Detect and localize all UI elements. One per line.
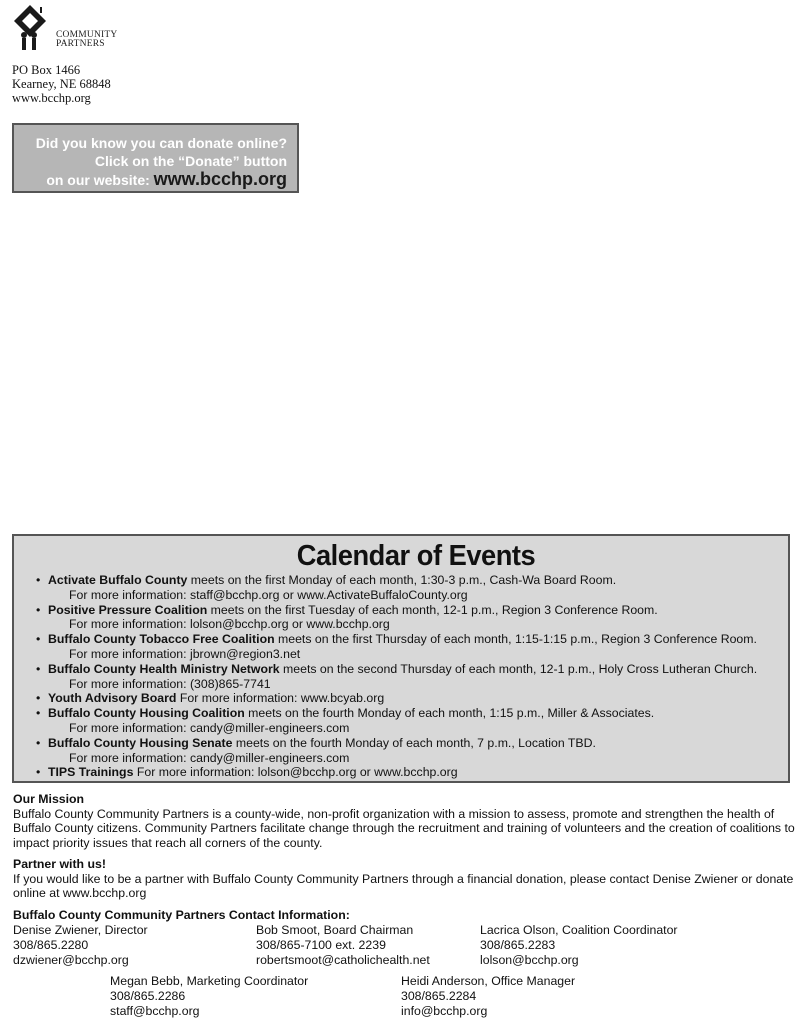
event-name: TIPS Trainings — [48, 765, 134, 780]
contact-heading — [13, 908, 350, 923]
contact-name: Heidi Anderson, Office Manager — [401, 974, 576, 988]
bullet-icon: • — [36, 765, 41, 780]
event-detail: meets on the first Thursday of each month, 1:15-1:15 p.m., Region 3 Conference Room. — [274, 632, 757, 647]
contact-email[interactable]: info@bcchp.org — [401, 1004, 488, 1018]
event-detail: meets on the second Thursday of each month, 12-1 p.m., Holy Cross Lutheran Church. — [279, 661, 758, 676]
event-name: Positive Pressure Coalition — [48, 602, 208, 617]
mission-heading: Our Mission — [13, 792, 85, 806]
event-detail: meets on the first Tuesday of each month, 12-1 p.m., Region 3 Conference Room. — [207, 602, 658, 617]
event-item — [36, 632, 788, 662]
mission-line-3: impact priority issues that reach all corners of the county. — [13, 835, 323, 850]
donate-website-prefix: on our website: — [46, 172, 150, 188]
event-more-info: For more information: candy@miller-engineers.com — [69, 750, 350, 765]
event-item — [36, 736, 788, 766]
event-more-info: For more information: jbrown@region3.net — [69, 646, 301, 661]
logo-mark-icon — [14, 5, 54, 53]
contact-card — [13, 923, 148, 968]
event-name: Activate Buffalo County — [48, 573, 188, 587]
bullet-icon: • — [36, 632, 41, 647]
donate-line-3 — [14, 170, 287, 189]
contact-card — [256, 923, 430, 968]
contact-card — [480, 923, 678, 968]
mission-section — [13, 792, 795, 850]
logo-line-partners: PARTNERS — [56, 39, 105, 49]
event-item — [36, 706, 788, 736]
contact-email[interactable]: lolson@bcchp.org — [480, 953, 579, 967]
logo-line-community: COMMUNITY — [56, 30, 118, 40]
contact-card — [110, 974, 308, 1019]
event-more-info: For more information: (308)865-7741 — [69, 676, 271, 691]
event-item — [36, 573, 788, 603]
event-more-info: For more information: candy@miller-engineers.com — [69, 720, 350, 735]
donate-line-1: Did you know you can donate online? — [35, 135, 287, 151]
event-detail: meets on the fourth Monday of each month, 7 p.m., Location TBD. — [232, 735, 596, 750]
event-name: Buffalo County Housing Coalition — [48, 706, 245, 721]
contact-phone: 308/865.2283 — [480, 938, 556, 952]
partner-line-1: If you would like to be a partner with Buffalo County Community Partners through a financial donation, please contact Denise Zwiener or donate — [13, 871, 794, 886]
donate-online-box — [12, 123, 299, 193]
event-detail: meets on the fourth Monday of each month, 1:15 p.m., Miller & Associates. — [244, 706, 655, 721]
mission-line-2: Buffalo County citizens. Community Partners facilitate change through the recruitment and training of volunteers and the creation of coalitions to — [13, 821, 795, 836]
contact-name: Lacrica Olson, Coalition Coordinator — [480, 923, 678, 937]
event-name: Buffalo County Health Ministry Network — [48, 661, 280, 676]
contact-email[interactable]: robertsmoot@catholichealth.net — [256, 953, 430, 967]
donate-website-link[interactable]: www.bcchp.org — [153, 169, 287, 189]
contact-name: Bob Smoot, Board Chairman — [256, 923, 414, 937]
address-website[interactable]: www.bcchp.org — [12, 91, 91, 105]
event-detail: For more information: lolson@bcchp.org or www.bcchp.org — [133, 765, 458, 780]
bullet-icon: • — [36, 706, 41, 721]
event-more-info: For more information: staff@bcchp.org or www.ActivateBuffaloCounty.org — [69, 587, 468, 602]
mission-line-1: Buffalo County Community Partners is a county-wide, non-profit organization with a mission to assess, promote and strengthen the health of — [13, 806, 775, 821]
calendar-of-events — [12, 534, 790, 783]
bullet-icon: • — [36, 735, 41, 750]
contact-heading-text: Buffalo County Community Partners Contact Information: — [13, 908, 350, 922]
address-city: Kearney, NE 68848 — [12, 77, 111, 91]
address-po-box: PO Box 1466 — [12, 63, 81, 77]
bullet-icon: • — [36, 691, 41, 706]
contact-phone: 308/865.2284 — [401, 989, 477, 1003]
event-name: Youth Advisory Board — [48, 691, 177, 706]
event-item — [36, 691, 788, 706]
contact-email[interactable]: dzwiener@bcchp.org — [13, 953, 129, 967]
contact-phone: 308/865-7100 ext. 2239 — [256, 938, 386, 952]
bullet-icon: • — [36, 573, 41, 587]
contact-card — [401, 974, 575, 1019]
event-item — [36, 603, 788, 633]
event-name: Buffalo County Housing Senate — [48, 735, 233, 750]
mailing-address — [12, 63, 111, 105]
bullet-icon: • — [36, 602, 41, 617]
event-item — [36, 765, 788, 780]
partner-heading: Partner with us! — [13, 857, 106, 871]
calendar-title: Calendar of Events — [296, 540, 536, 572]
event-item — [36, 662, 788, 692]
contact-name: Denise Zwiener, Director — [13, 923, 148, 937]
event-name: Buffalo County Tobacco Free Coalition — [48, 632, 275, 647]
event-detail: For more information: www.bcyab.org — [176, 691, 385, 706]
event-more-info: For more information: lolson@bcchp.org or www.bcchp.org — [69, 617, 390, 632]
contact-name: Megan Bebb, Marketing Coordinator — [110, 974, 309, 988]
partner-line-2: online at www.bcchp.org — [13, 886, 147, 901]
donate-line-2: Click on the “Donate” button — [94, 153, 287, 169]
community-partners-logo — [14, 5, 118, 53]
partner-section — [13, 857, 793, 901]
contact-phone: 308/865.2280 — [13, 938, 89, 952]
event-list — [14, 573, 788, 780]
bullet-icon: • — [36, 661, 41, 676]
contact-phone: 308/865.2286 — [110, 989, 186, 1003]
event-detail: meets on the first Monday of each month, 1:30-3 p.m., Cash-Wa Board Room. — [187, 573, 617, 587]
contact-email[interactable]: staff@bcchp.org — [110, 1004, 200, 1018]
